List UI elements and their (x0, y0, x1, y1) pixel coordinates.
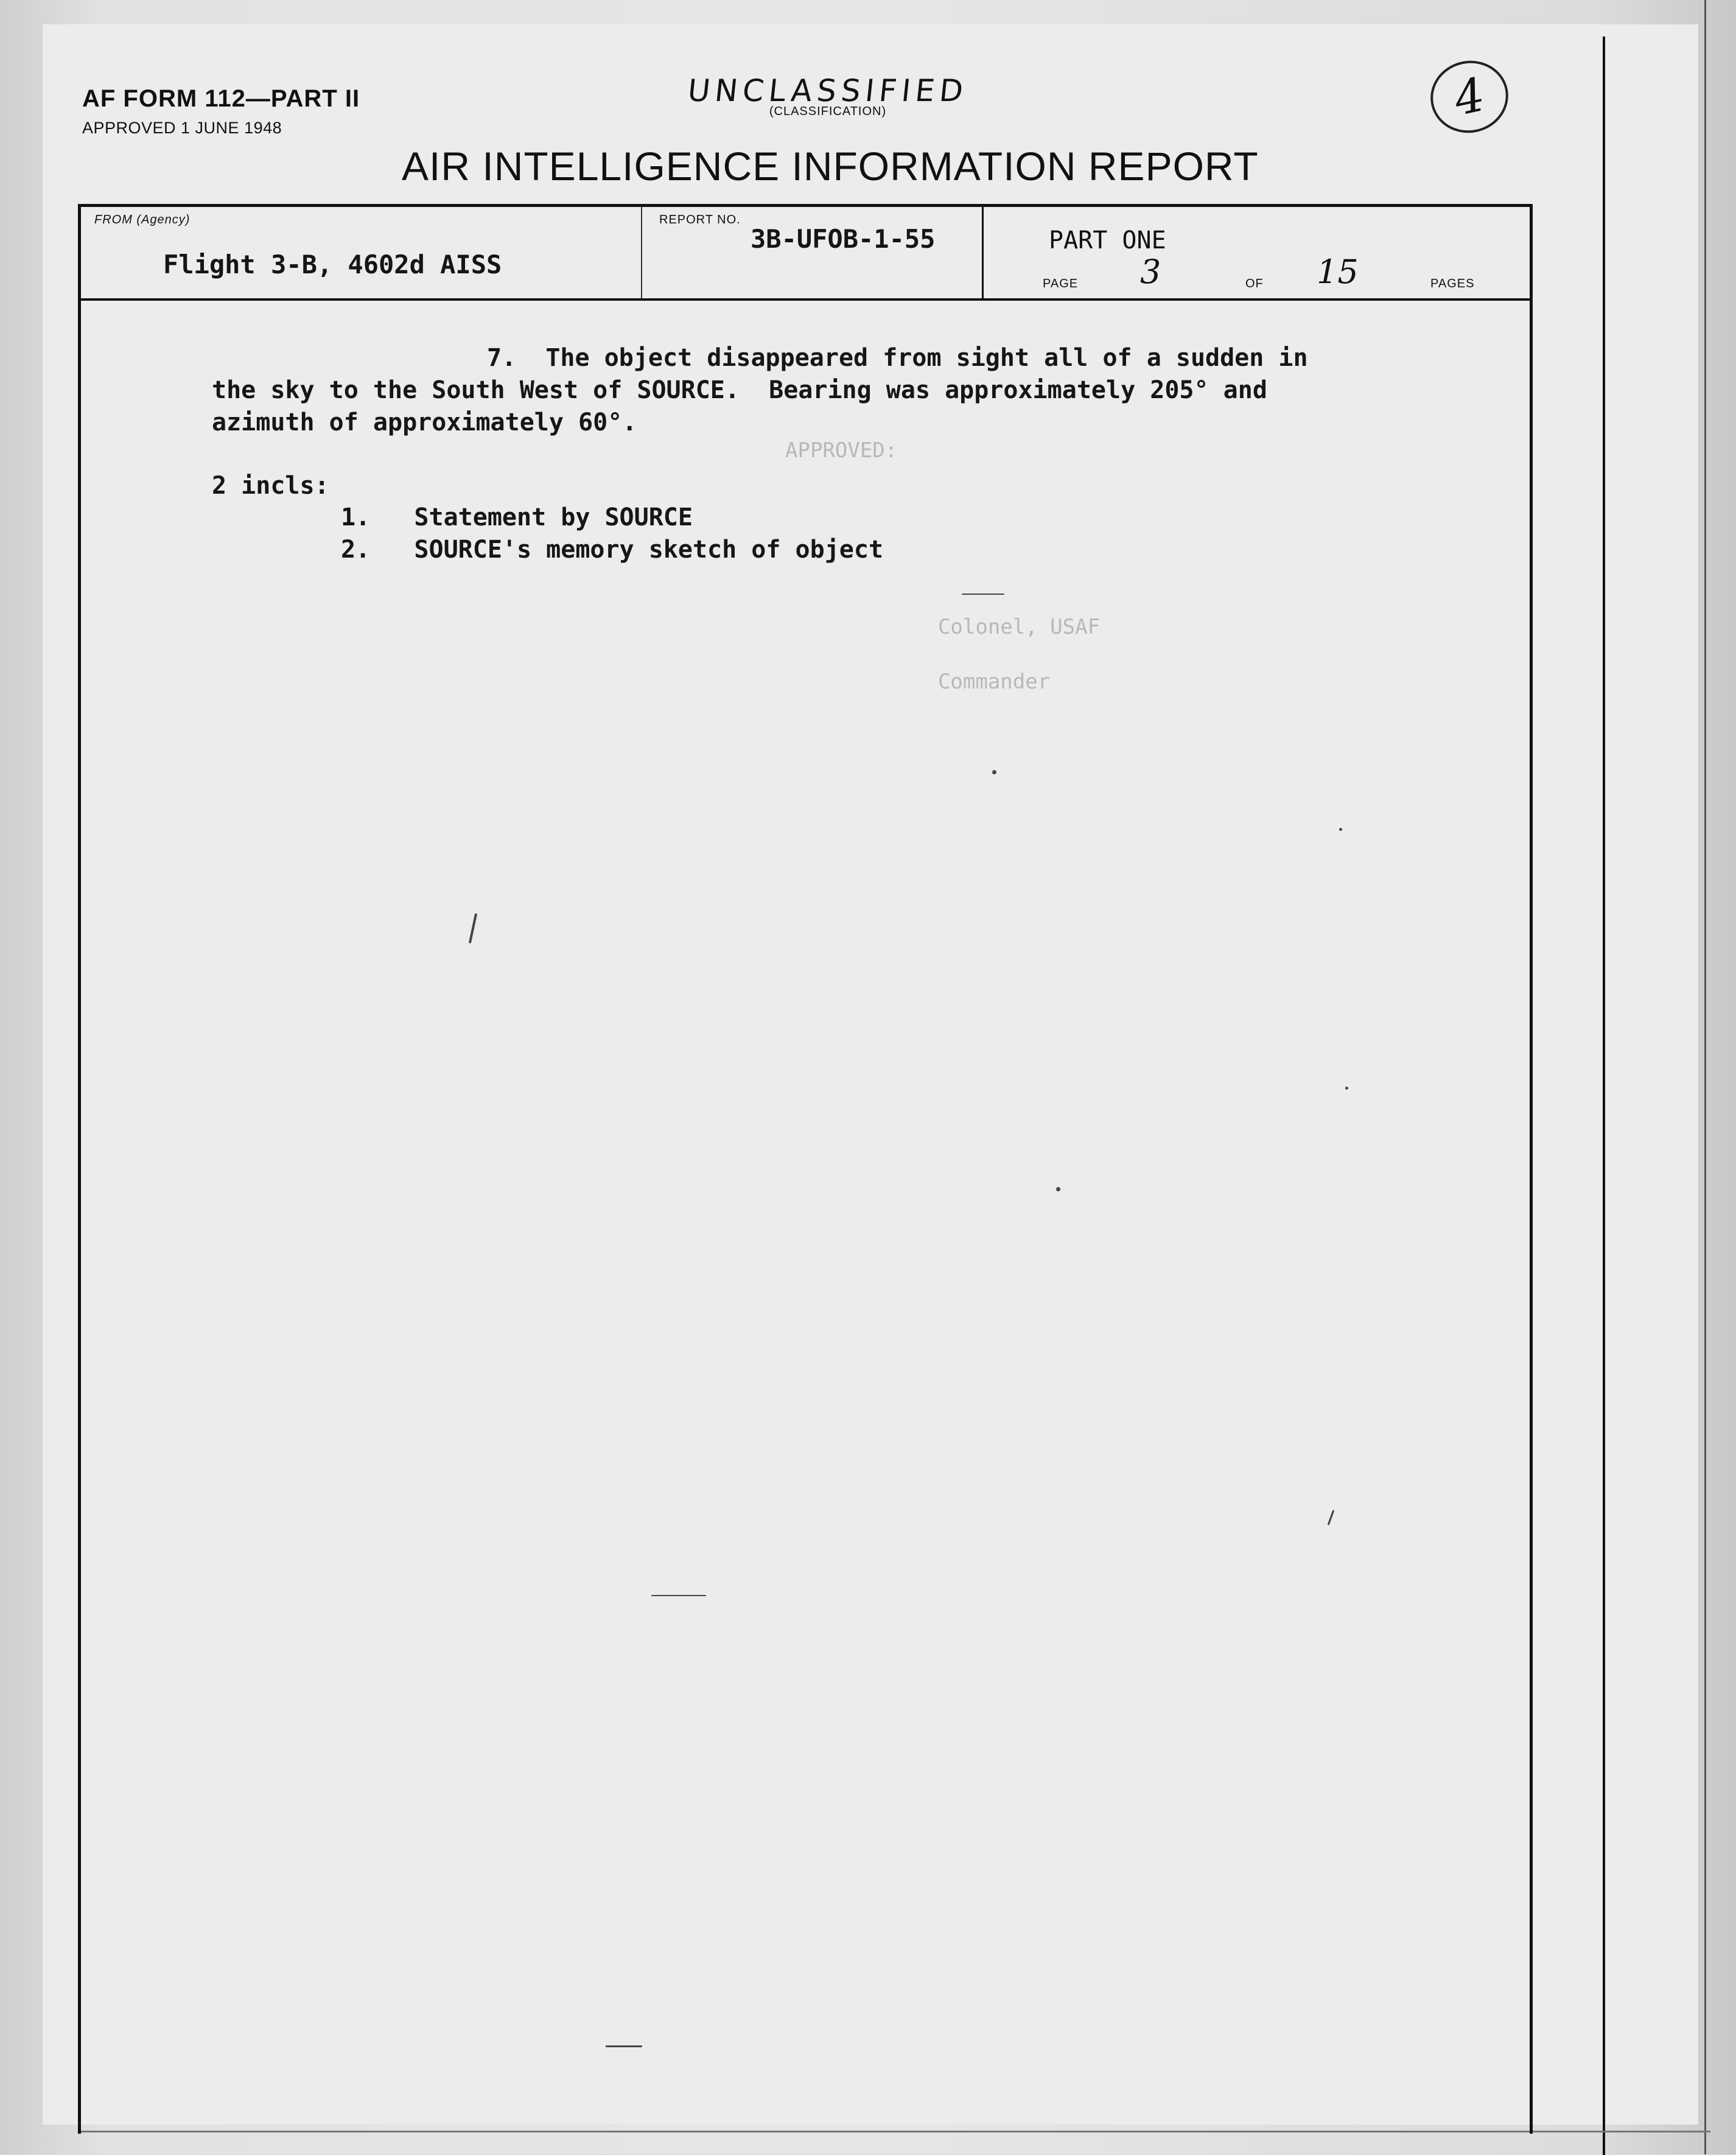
total-pages: 15 (1317, 253, 1359, 291)
page-label: PAGE (1043, 277, 1079, 290)
scan-speck (1345, 1087, 1348, 1090)
header-divider (982, 207, 984, 298)
paragraph-7-line-2: the sky to the South West of SOURCE. Bearing was approximately 205° and (212, 376, 1267, 404)
classification-caption: (CLASSIFICATION) (769, 105, 887, 118)
form-approval-date: APPROVED 1 JUNE 1948 (82, 119, 282, 137)
bleed-through-ghost: APPROVED: (785, 438, 898, 463)
bleed-through-ghost: Colonel, USAF (913, 615, 1101, 639)
paragraph-7-line-1: 7. The object disappeared from sight all of a sudden in (487, 344, 1308, 372)
page-number: 3 (1140, 253, 1161, 291)
report-title: AIR INTELLIGENCE INFORMATION REPORT (402, 144, 1259, 189)
scan-speck (606, 2045, 642, 2047)
header-row (81, 207, 1530, 301)
from-label: FROM (Agency) (94, 213, 191, 226)
pages-label: PAGES (1430, 277, 1475, 290)
bleed-through-ghost: Commander (913, 670, 1051, 694)
paragraph-7-line-3: azimuth of approximately 60°. (212, 408, 637, 436)
scan-speck (651, 1595, 706, 1596)
report-no-label: REPORT NO. (659, 213, 741, 226)
form-identifier: AF FORM 112—PART II (82, 85, 360, 112)
inclosure-item: 2. SOURCE's memory sketch of object (341, 536, 884, 564)
classification-stamp: UNCLASSIFIED (685, 73, 970, 108)
inclosure-item: 1. Statement by SOURCE (341, 503, 693, 531)
scan-speck (962, 594, 1004, 595)
inclosures-heading: 2 incls: (212, 472, 329, 500)
page-edge-line (1603, 37, 1605, 2155)
classification-block (657, 73, 998, 119)
scan-speck (1339, 828, 1342, 831)
handwritten-page-number: 4 (1449, 66, 1489, 127)
header-divider (641, 207, 642, 298)
report-number-value: 3B-UFOB-1-55 (751, 224, 936, 254)
page-edge-line (1704, 0, 1706, 2154)
part-value: PART ONE (1049, 226, 1166, 254)
from-agency-value: Flight 3-B, 4602d AISS (163, 250, 502, 279)
of-label: OF (1245, 277, 1264, 290)
scan-speck (992, 770, 996, 774)
scan-speck (1056, 1187, 1060, 1191)
